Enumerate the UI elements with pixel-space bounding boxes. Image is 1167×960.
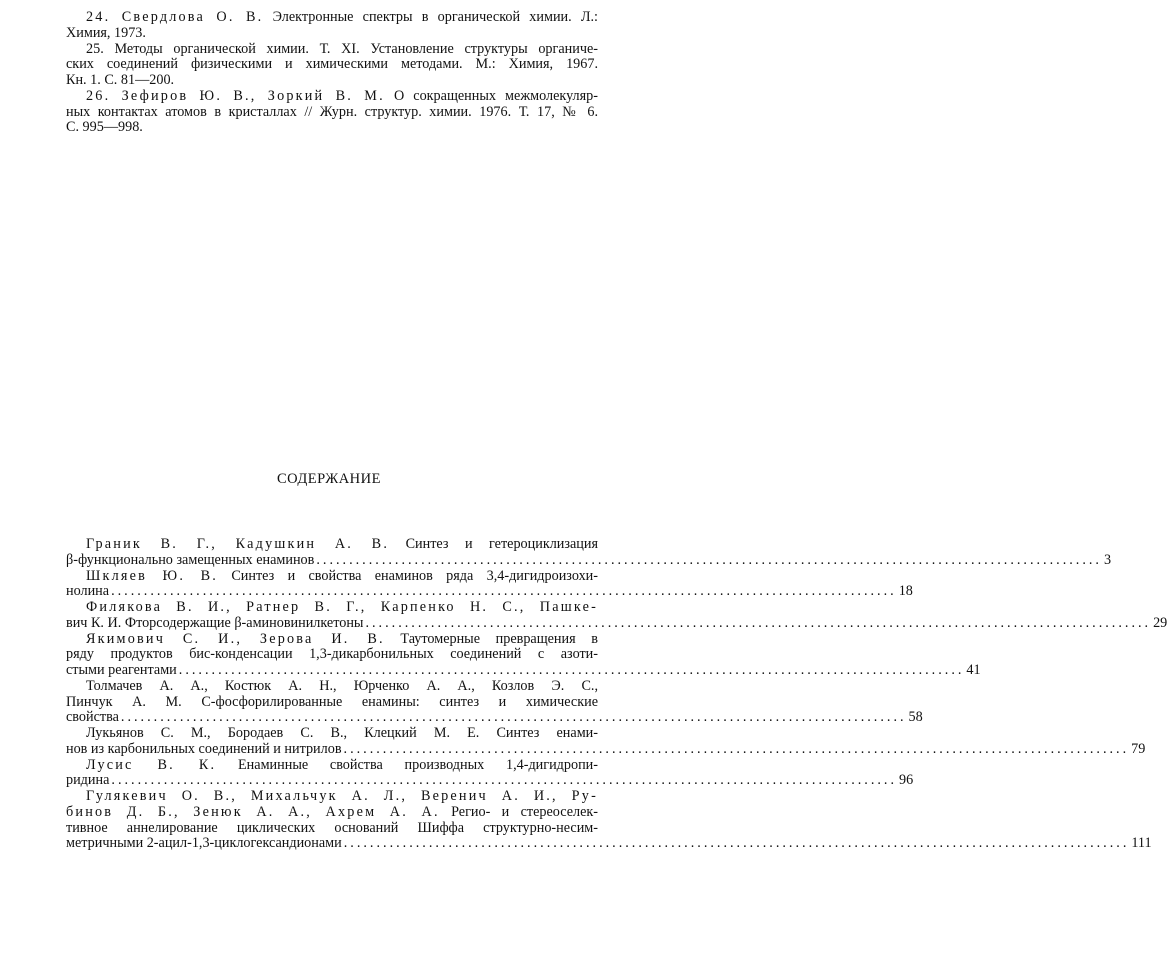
toc-entry <box>66 756 914 790</box>
toc-entry-line <box>66 758 598 774</box>
author-names: Филякова В. И., Ратнер В. Г., Карпенко Н. С., Пашке- <box>86 599 598 615</box>
reference-line <box>66 105 598 121</box>
line-text: 25. Методы органической химии. Т. XI. Установление структуры органиче- <box>86 40 598 57</box>
author-names: 26. Зефиров Ю. В., Зоркий В. М. <box>86 87 385 104</box>
leader-dots: ........................................................................................................................ <box>120 709 907 726</box>
page-number: 3 <box>1103 551 1112 568</box>
reference-line <box>66 57 598 73</box>
line-text: Таутомерные превращения в <box>384 630 598 647</box>
toc-entry-line <box>66 835 1152 852</box>
leader-dots: ........................................................................................................................ <box>111 583 897 600</box>
toc-entry-line <box>66 569 598 585</box>
toc-entry-text <box>66 553 314 569</box>
line-text: тивное аннелирование циклических оснований Шиффа структурно-несим- <box>66 819 598 836</box>
toc-entry-line <box>66 709 923 726</box>
reference-line <box>66 73 598 89</box>
line-text: Химия, 1973. <box>66 24 146 41</box>
line-text: Толмачев А. А., Костюк А. Н., Юрченко А. А., Козлов Э. С., <box>86 677 598 694</box>
line-text: Лукьянов С. М., Бородаев С. В., Клецкий М. Е. Синтез енами- <box>86 725 598 741</box>
line-text: метричными 2-ацил-1,3-циклогександионами <box>66 835 342 852</box>
leader-dots: ........................................................................................................................ <box>343 740 1130 757</box>
line-text: нов из карбонильных соединений и нитрилов <box>66 740 342 757</box>
toc-entry-line <box>66 740 1146 758</box>
page-number: 41 <box>966 662 981 678</box>
toc-entry-line <box>66 537 598 553</box>
reference-item <box>66 89 598 136</box>
references-list <box>66 10 598 136</box>
line-text: β-функционально замещенных енаминов <box>66 551 315 568</box>
toc-entry-line <box>66 632 598 648</box>
leader-dots: ........................................................................................................................ <box>316 551 1102 568</box>
line-text: ридина <box>66 772 110 789</box>
toc-entry-text <box>66 710 119 726</box>
reference-line <box>66 42 598 58</box>
author-names: 24. Свердлова О. В. <box>86 9 264 25</box>
line-text: стыми реагентами <box>66 662 177 678</box>
line-text: Электронные спектры в органической химии. Л.: <box>263 9 598 25</box>
author-names: бинов Д. Б., Зенюк А. А., Ахрем А. А. <box>66 803 440 820</box>
toc-entry-line <box>66 647 598 663</box>
line-text: С. 995—998. <box>66 119 143 136</box>
line-text: нолина <box>66 583 110 600</box>
toc-entry-text <box>66 616 363 632</box>
page-number: 111 <box>1131 835 1152 852</box>
author-names: Якимович С. И., Зерова И. В. <box>86 630 385 647</box>
leader-dots: ........................................................................................................................ <box>365 614 1152 631</box>
reference-line <box>66 120 598 136</box>
toc-entry-line <box>66 805 598 821</box>
toc-entry-text <box>66 663 177 679</box>
line-text: Регио- и стереоселек- <box>439 803 599 820</box>
reference-item <box>66 42 598 89</box>
toc-entry <box>66 677 923 726</box>
toc-entry-line <box>66 789 598 805</box>
toc-entry-line <box>66 772 914 789</box>
toc-entry-line <box>66 695 598 711</box>
line-text: Кн. 1. С. 81—200. <box>66 72 175 88</box>
line-text: свойства <box>66 709 119 726</box>
toc-entry-line <box>66 583 913 600</box>
page-number: 29 <box>1153 614 1167 631</box>
toc-entry-line <box>66 600 598 616</box>
line-text: Пинчук А. М. С-фосфорилированные енамины: синтез и химические <box>66 693 598 710</box>
toc-entry <box>66 536 1112 569</box>
toc-entry-text <box>66 742 342 758</box>
reference-line <box>66 10 598 26</box>
line-text: вич К. И. Фторсодержащие β-аминовинилкетоны <box>66 614 364 631</box>
toc-entry-line <box>66 551 1112 569</box>
toc-entry-text <box>66 584 109 600</box>
page-number: 79 <box>1131 740 1146 757</box>
toc-entry-line <box>66 679 598 695</box>
table-of-contents <box>66 536 1167 852</box>
toc-entry <box>66 567 913 601</box>
line-text: Енаминные свойства производных 1,4-дигидропи- <box>216 756 598 773</box>
line-text: Синтез и гетероциклизация <box>389 536 598 552</box>
line-text: ряду продуктов бис-конденсации 1,3-дикарбонильных соединений с азоти- <box>66 646 598 663</box>
toc-entry-text <box>66 836 342 852</box>
toc-entry-line <box>66 821 598 837</box>
toc-entry <box>66 725 1146 758</box>
toc-heading: СОДЕРЖАНИЕ <box>277 471 381 487</box>
page-number: 96 <box>899 772 914 789</box>
reference-line <box>66 26 598 42</box>
toc-entry <box>66 630 981 679</box>
toc-entry-line <box>66 662 981 679</box>
reference-item <box>66 10 598 42</box>
toc-entry-line <box>66 614 1167 632</box>
author-names: Шкляев Ю. В. <box>86 567 218 584</box>
line-text: Синтез и свойства енаминов ряда 3,4-дигидроизохи- <box>218 567 598 584</box>
author-names: Гулякевич О. В., Михальчук А. Л., Веренич А. И., Ру- <box>86 788 598 804</box>
line-text: ных контактах атомов в кристаллах // Журн. структур. химии. 1976. Т. 17, № 6. <box>66 103 598 120</box>
author-names: Лусис В. К. <box>86 756 217 773</box>
line-text: О сокращенных межмолекуляр- <box>384 87 598 104</box>
toc-entry-text <box>66 773 109 789</box>
leader-dots: ........................................................................................................................ <box>343 835 1130 852</box>
leader-dots: ........................................................................................................................ <box>178 662 965 678</box>
toc-entry <box>66 788 1152 852</box>
leader-dots: ........................................................................................................................ <box>111 772 898 789</box>
toc-entry-line <box>66 726 598 742</box>
toc-entry <box>66 599 1167 632</box>
page-number: 18 <box>898 583 913 600</box>
author-names: Граник В. Г., Кадушкин А. В. <box>86 536 390 552</box>
line-text: ских соединений физическими и химическими методами. М.: Химия, 1967. <box>66 56 598 73</box>
reference-line <box>66 89 598 105</box>
page-number: 58 <box>908 709 923 726</box>
